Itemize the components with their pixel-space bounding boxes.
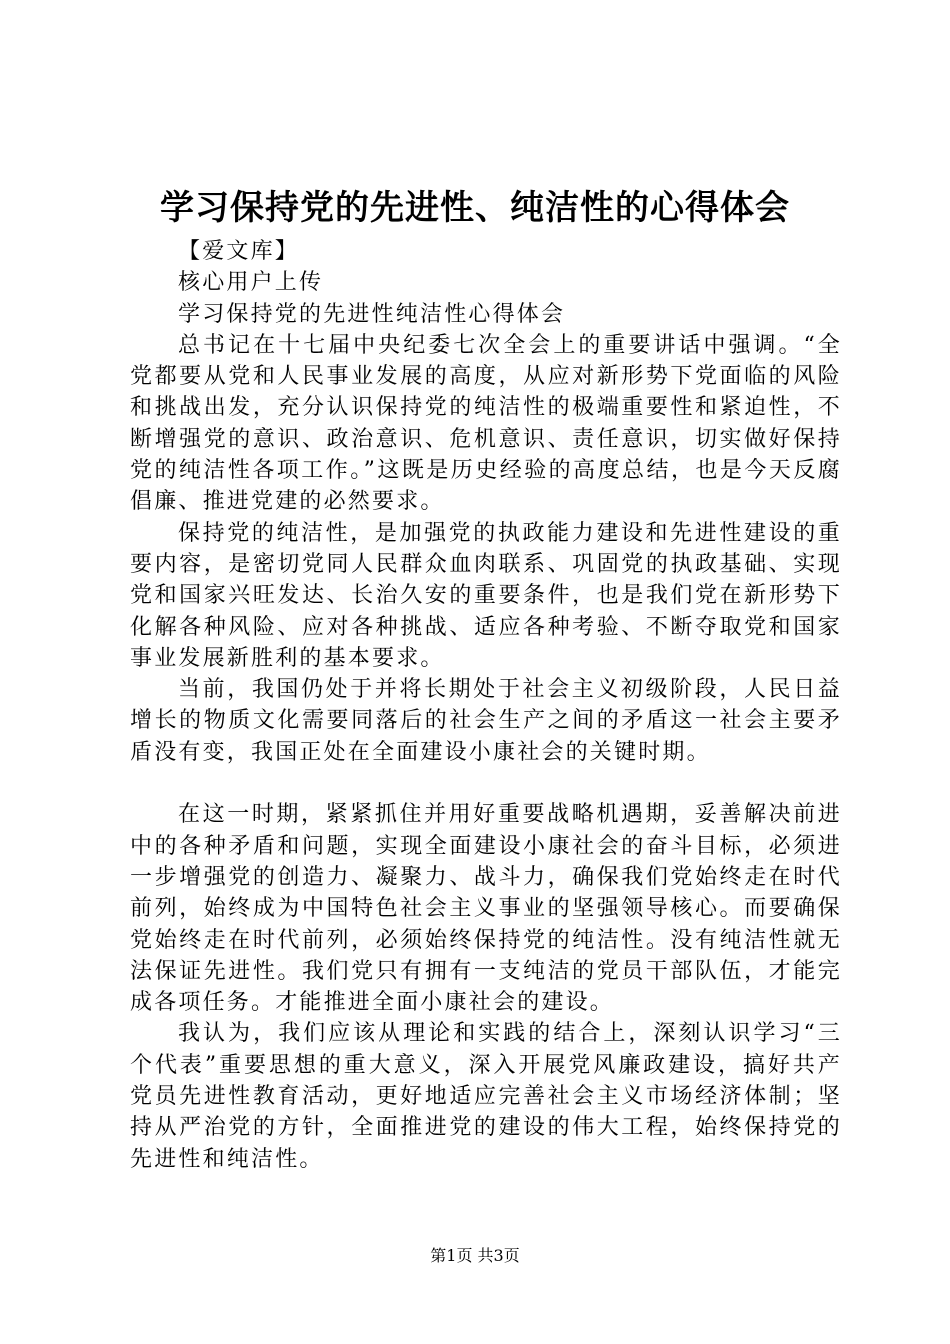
document-body: [130, 236, 842, 1175]
subtitle-line: 学习保持党的先进性纯洁性心得体会: [178, 301, 566, 327]
body-paragraph: 保持党的纯洁性，是加强党的执政能力建设和先进性建设的重要内容，是密切党同人民群众血肉联系、巩固党的执政基础、实现党和国家兴旺发达、长治久安的重要条件，也是我们党在新形势下化解各种风险、应对各种挑战、适应各种考验、不断夺取党和国家事业发展新胜利的基本要求。: [130, 520, 842, 671]
body-paragraph: 当前，我国仍处于并将长期处于社会主义初级阶段，人民日益增长的物质文化需要同落后的社会生产之间的矛盾这一社会主要矛盾没有变，我国正处在全面建设小康社会的关键时期。: [130, 677, 842, 765]
body-paragraph: 我认为，我们应该从理论和实践的结合上，深刻认识学习“三个代表”重要思想的重大意义，深入开展党风廉政建设，搞好共产党员先进性教育活动，更好地适应完善社会主义市场经济体制；坚持从严治党的方针，全面推进党的建设的伟大工程，始终保持党的先进性和纯洁性。: [130, 1021, 842, 1172]
source-line: 【爱文库】: [178, 239, 300, 264]
uploader-line: 核心用户上传: [178, 270, 324, 296]
document-title: 学习保持党的先进性、纯洁性的心得体会: [160, 188, 790, 228]
body-paragraph: 总书记在十七届中央纪委七次全会上的重要讲话中强调。“全党都要从党和人民事业发展的高度，从应对新形势下党面临的风险和挑战出发，充分认识保持党的纯洁性的极端重要性和紧迫性，不断增强党的意识、政治意识、危机意识、责任意识，切实做好保持党的纯洁性各项工作。”这既是历史经验的高度总结，也是今天反腐倡廉、推进党建的必然要求。: [130, 332, 842, 515]
page-footer: 第1页 共3页: [430, 1246, 520, 1265]
body-paragraph: 在这一时期，紧紧抓住并用好重要战略机遇期，妥善解决前进中的各种矛盾和问题，实现全面建设小康社会的奋斗目标，必须进一步增强党的创造力、凝聚力、战斗力，确保我们党始终走在时代前列，始终成为中国特色社会主义事业的坚强领导核心。而要确保党始终走在时代前列，必须始终保持党的纯洁性。没有纯洁性就无法保证先进性。我们党只有拥有一支纯洁的党员干部队伍，才能完成各项任务。才能推进全面小康社会的建设。: [130, 802, 842, 1016]
blank-line: [130, 768, 842, 799]
